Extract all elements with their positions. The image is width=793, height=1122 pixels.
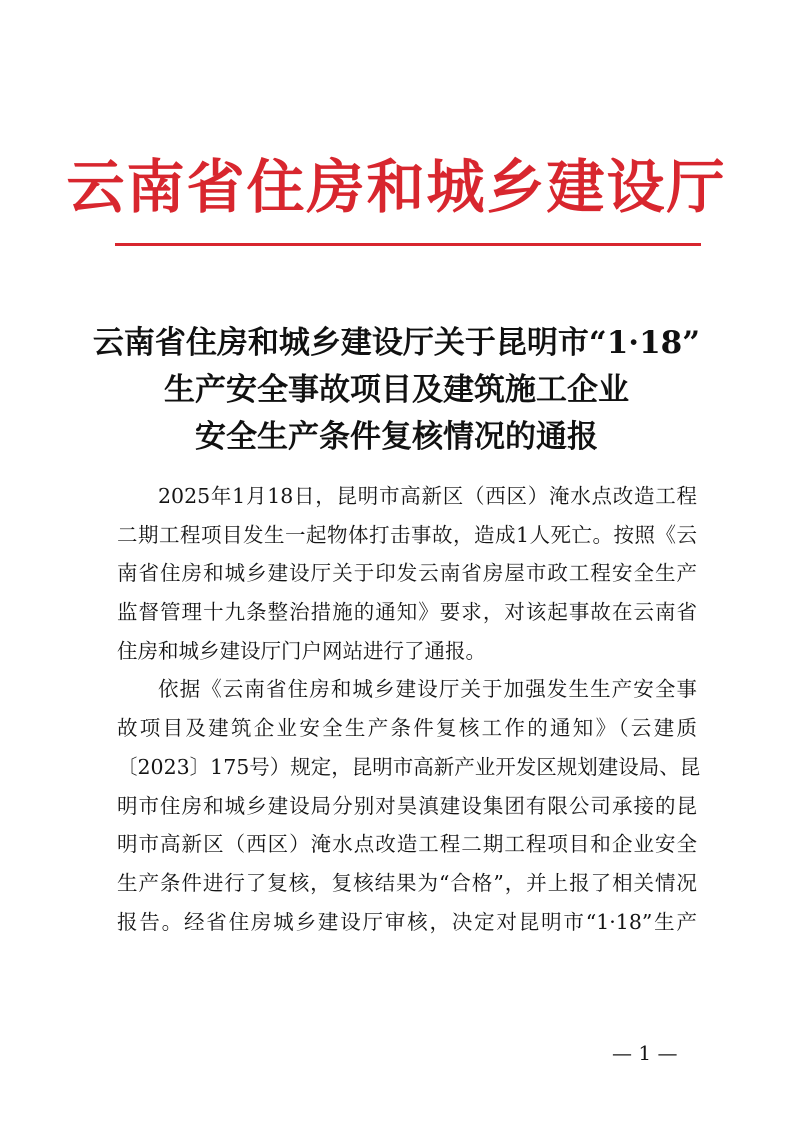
document-body bbox=[117, 477, 701, 941]
body-paragraph bbox=[117, 477, 697, 670]
body-line: 明市住房和城乡建设局分别对昊滇建设集团有限公司承接的昆 bbox=[117, 793, 697, 818]
body-line: 南省住房和城乡建设厅关于印发云南省房屋市政工程安全生产 bbox=[117, 561, 697, 586]
body-line: 故项目及建筑企业安全生产条件复核工作的通知》（云建质 bbox=[117, 716, 697, 741]
body-line: 报告。经省住房城乡建设厅审核，决定对昆明市“1·18”生产 bbox=[117, 909, 697, 934]
body-line: 〔2023〕175号）规定，昆明市高新产业开发区规划建设局、昆 bbox=[117, 754, 701, 779]
body-line: 依据《云南省住房和城乡建设厅关于加强发生生产安全事 bbox=[158, 677, 697, 702]
body-line: 住房和城乡建设厅门户网站进行了通报。 bbox=[117, 638, 486, 663]
body-line: 二期工程项目发生一起物体打击事故，造成1人死亡。按照《云 bbox=[117, 522, 697, 547]
issuing-authority-header: 云南省住房和城乡建设厅 bbox=[66, 153, 727, 221]
body-line: 监督管理十九条整治措施的通知》要求，对该起事故在云南省 bbox=[117, 600, 697, 625]
document-title-line: 安全生产条件复核情况的通报 bbox=[195, 419, 598, 455]
body-line: 生产条件进行了复核，复核结果为“合格”，并上报了相关情况 bbox=[117, 870, 697, 895]
body-line: 明市高新区（西区）淹水点改造工程二期工程项目和企业安全 bbox=[117, 832, 697, 857]
document-title-line: 生产安全事故项目及建筑施工企业 bbox=[164, 372, 629, 408]
header-red-rule bbox=[115, 243, 701, 246]
body-line: 2025年1月18日，昆明市高新区（西区）淹水点改造工程 bbox=[158, 484, 697, 508]
page-number: — 1 — bbox=[612, 1041, 678, 1065]
body-paragraph bbox=[117, 670, 701, 941]
document-title bbox=[60, 320, 733, 461]
document-title-line: 云南省住房和城乡建设厅关于昆明市“1·18” bbox=[92, 325, 701, 361]
